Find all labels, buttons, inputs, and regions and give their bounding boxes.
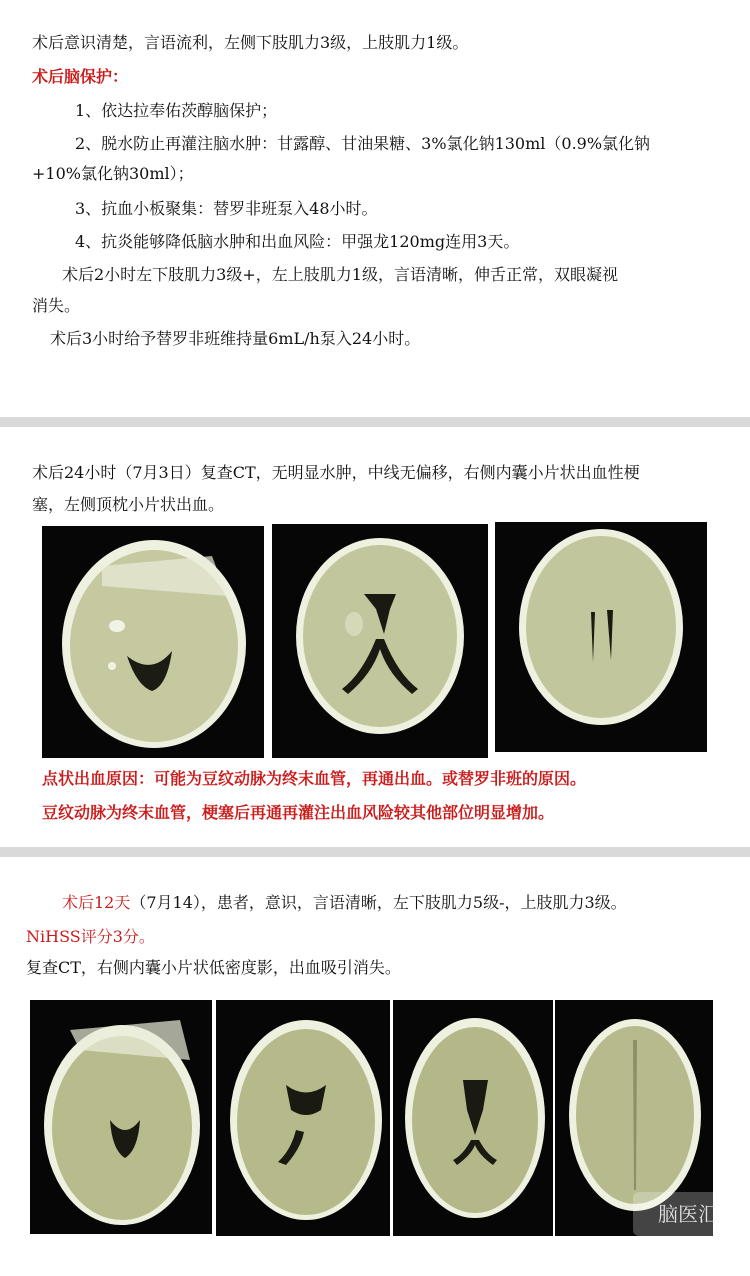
protection-item-4: 4、抗炎能够降低脑水肿和出血风险：甲强龙120mg连用3天。 — [75, 232, 520, 251]
ct-day12-line: 复查CT，右侧内囊小片状低密度影，出血吸引消失。 — [26, 958, 401, 977]
ct-scan-image-24h-3 — [495, 522, 707, 752]
protection-item-2b: +10%氯化钠30ml）； — [32, 164, 194, 183]
day12-detail: （7月14），患者，意识，言语清晰，左下肢肌力5级-，上肢肌力3级。 — [130, 893, 627, 912]
postop-2h-line-a: 术后2小时左下肢肌力3级+，左上肢肌力1级，言语清晰，伸舌正常，双眼凝视 — [62, 265, 618, 284]
section-divider-2 — [0, 847, 750, 857]
bleeding-cause-note: 点状出血原因：可能为豆纹动脉为终末血管，再通出血。或替罗非班的原因。 — [42, 769, 587, 788]
brain-protection-heading: 术后脑保护： — [32, 67, 129, 86]
ct-24h-line-1: 术后24小时（7月3日）复查CT，无明显水肿，中线无偏移，右侧内囊小片状出血性梗 — [32, 463, 640, 482]
postop-status-line: 术后意识清楚，言语流利，左侧下肢肌力3级，上肢肌力1级。 — [32, 33, 469, 52]
postop-3h-line: 术后3小时给予替罗非班维持量6mL/h泵入24小时。 — [50, 329, 421, 348]
protection-item-2a: 2、脱水防止再灌注脑水肿：甘露醇、甘油果糖、3%氯化钠130ml（0.9%氯化钠 — [75, 134, 651, 153]
day12-status-line — [62, 892, 627, 914]
protection-item-1: 1、依达拉奉佑茨醇脑保护； — [75, 101, 278, 120]
day12-label: 术后12天 — [62, 893, 131, 912]
ct-scan-image-24h-2 — [272, 524, 488, 758]
ct-scan-image-day12-2 — [216, 1000, 390, 1236]
protection-item-3: 3、抗血小板聚集：替罗非班泵入48小时。 — [75, 199, 378, 218]
nihss-score-line: NiHSS评分3分。 — [26, 927, 155, 946]
ct-24h-line-2: 塞，左侧顶枕小片状出血。 — [32, 495, 225, 514]
ct-scan-image-day12-3 — [393, 1000, 553, 1236]
postop-2h-line-b: 消失。 — [32, 296, 81, 315]
lenticulostriate-risk-note: 豆纹动脉为终末血管，梗塞后再通再灌注出血风险较其他部位明显增加。 — [42, 803, 555, 822]
watermark-logo: 脑医汇 — [633, 1192, 743, 1236]
ct-scan-image-day12-1 — [30, 1000, 212, 1234]
section-divider-1 — [0, 417, 750, 427]
ct-scan-image-24h-1 — [42, 526, 264, 758]
